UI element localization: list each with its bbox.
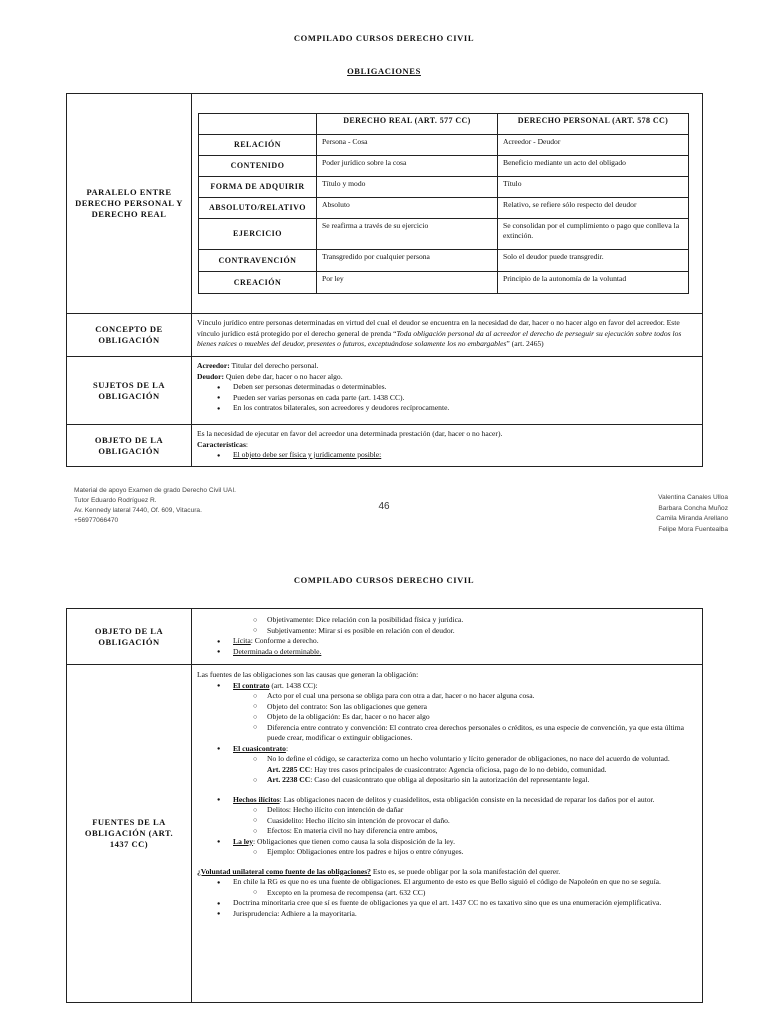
list-item: El objeto debe ser física y jurídicamente posible:	[233, 450, 382, 459]
list-item: ○ Delitos: Hecho ilícito con intención de dañar	[197, 805, 698, 816]
obligaciones-table-continued	[66, 608, 703, 1003]
list-item	[197, 744, 698, 755]
list-item: ● En chile la RG es que no es una fuente de obligaciones. El argumento de esto es que Bello siguió el código de Napoleón en que no se seguía.	[197, 877, 698, 888]
table-row	[199, 156, 689, 177]
paralelo-header-row	[199, 114, 689, 135]
art-2238-term: Art. 2238 CC	[267, 775, 311, 784]
footer-line: Av. Kennedy lateral 7440, Of. 609, Vitacura.	[74, 507, 202, 514]
cuasicontrato-term: El cuasicontrato	[233, 743, 286, 753]
fuentes-intro: Las fuentes de las obligaciones son las causas que generan la obligación:	[197, 670, 419, 679]
determinada-term: Determinada o determinable.	[233, 646, 322, 656]
caracteristicas-term: Características	[197, 439, 246, 449]
row-key: CONTRAVENCIÓN	[199, 250, 317, 272]
cell-real: Persona - Cosa	[317, 135, 498, 156]
list-item: ○ No lo define el código, se caracteriza como un hecho voluntario y lícito generador de obligaciones, no nace del acuerdo de voluntad.	[197, 754, 698, 765]
cell-personal: Relativo, se refiere sólo respecto del deudor	[498, 198, 689, 219]
table-row	[199, 198, 689, 219]
label-sujetos: SUJETOS DE LA OBLIGACIÓN	[67, 357, 192, 424]
row-key: CREACIÓN	[199, 272, 317, 294]
caracteristicas-colon: :	[245, 439, 249, 449]
page-number: 46	[378, 501, 390, 512]
row-key: FORMA DE ADQUIRIR	[199, 177, 317, 198]
row-sujetos	[67, 356, 702, 424]
concepto-definition: Vínculo jurídico entre personas determinadas en virtud del cual el deudor se encuentra en la necesidad de dar, hacer o no hacer algo en favor del acreedor. Este vínculo jurídico está protegido por el derecho general de prenda “	[197, 318, 680, 338]
art-2285-def: : Hay tres casos principales de cuasicontrato: Agencia oficiosa, pago de lo no debido, comunidad.	[310, 764, 607, 774]
list-item: ● Jurisprudencia: Adhiere a la mayoritaria.	[197, 909, 698, 920]
contrato-term: El contrato	[233, 680, 270, 690]
header-real: DERECHO REAL (ART. 577 CC)	[317, 114, 498, 135]
list-item: ○ Objeto de la obligación: Es dar, hacer o no hacer algo	[197, 712, 698, 723]
table-row	[199, 219, 689, 250]
table-row	[199, 135, 689, 156]
cell-real: Absoluto	[317, 198, 498, 219]
hechos-ilicitos-term: Hechos ilícitos	[233, 794, 280, 804]
list-item: ○ Ejemplo: Obligaciones entre los padres e hijos o entre cónyuges.	[197, 847, 698, 858]
header-empty	[199, 114, 317, 135]
label-objeto: OBJETO DE LA OBLIGACIÓN	[67, 609, 192, 664]
cell-real: Poder jurídico sobre la cosa	[317, 156, 498, 177]
list-item: ○ Excepto en la promesa de recompensa (art. 632 CC)	[197, 888, 698, 899]
row-concepto	[67, 313, 702, 356]
acreedor-term: Acreedor:	[197, 361, 230, 370]
footer-line: Material de apoyo Examen de grado Derecho Civil UAI.	[74, 487, 236, 494]
objeto-definition: Es la necesidad de ejecutar en favor del acreedor una determinada prestación (dar, hacer o no hacer).	[197, 429, 503, 438]
concepto-quote: Toda obligación personal da al acreedor el derecho de perseguir su ejecución sobre todos los bienes raíces o muebles del deudor, presentes o futuros, exceptuándose solamente los no embargables	[197, 328, 682, 348]
obligaciones-table	[66, 93, 703, 467]
deudor-def: Quien debe dar, hacer o no hacer algo.	[224, 371, 343, 381]
list-item: ○ Cuasidelito: Hecho ilícito sin intención de provocar el daño.	[197, 816, 698, 827]
la-ley-term: La ley	[233, 836, 254, 846]
section-title: OBLIGACIONES	[347, 66, 421, 76]
list-item: ● Doctrina minoritaria cree que sí es fuente de obligaciones ya que el art. 1437 CC no es taxativo sino que es una enumeración ejemplificativa.	[197, 898, 698, 909]
hechos-ilicitos-def: : Las obligaciones nacen de delitos y cuasidelitos, esta obligación consiste en la necesidad de reparar los daños por el autor.	[279, 794, 655, 804]
label-objeto: OBJETO DE LA OBLIGACIÓN	[67, 425, 192, 466]
footer-right	[656, 493, 728, 535]
list-item: ● Pueden ser varias personas en cada parte (art. 1438 CC).	[197, 393, 698, 404]
page-47	[0, 545, 768, 1024]
label-fuentes: FUENTES DE LA OBLIGACIÓN (ART. 1437 CC)	[67, 665, 192, 1002]
paralelo-table	[198, 113, 689, 294]
sujetos-list	[197, 382, 698, 414]
list-item: ○ Objeto del contrato: Son las obligaciones que genera	[197, 702, 698, 713]
row-key: ABSOLUTO/RELATIVO	[199, 198, 317, 219]
fuentes-text	[197, 665, 698, 919]
cell-personal: Acreedor - Deudor	[498, 135, 689, 156]
cell-real: Transgredido por cualquier persona	[317, 250, 498, 272]
list-item	[197, 795, 698, 806]
cell-real: Se reafirma a través de su ejercicio	[317, 219, 498, 250]
cell-personal: Principio de la autonomía de la voluntad	[498, 272, 689, 294]
document-title: COMPILADO CURSOS DERECHO CIVIL	[293, 575, 475, 585]
header-personal: DERECHO PERSONAL (ART. 578 CC)	[498, 114, 689, 135]
list-item: ● Deben ser personas determinadas o determinables.	[197, 382, 698, 393]
objeto-text	[197, 425, 698, 461]
table-row	[199, 177, 689, 198]
concepto-text	[197, 314, 698, 350]
cuasicontrato-colon: :	[285, 743, 289, 753]
voluntad-unilateral-question: ¿Voluntad unilateral como fuente de las obligaciones?	[197, 866, 371, 876]
list-item	[197, 647, 698, 658]
cell-personal: Se consolidan por el cumplimiento o pago que conlleva la extinción.	[498, 219, 689, 250]
art-2238-def: : Caso del cuasicontrato que obliga al depositario sin la autorización del representante legal.	[310, 775, 590, 784]
voluntad-unilateral-def: Esto es, se puede obligar por la sola manifestación del querer.	[370, 866, 561, 876]
cell-real: Título y modo	[317, 177, 498, 198]
author-name: Barbara Concha Muñoz	[658, 504, 728, 512]
row-key: EJERCICIO	[199, 219, 317, 250]
contrato-def: (art. 1438 CC):	[269, 680, 318, 690]
row-objeto-cont	[67, 609, 702, 664]
author-name: Felipe Mora Fuentealba	[658, 525, 728, 533]
sujetos-text	[197, 357, 698, 414]
deudor-term: Deudor:	[197, 371, 224, 381]
la-ley-def: : Obligaciones que tienen como causa la sola disposición de la ley.	[253, 836, 455, 846]
list-item	[197, 636, 698, 647]
author-name: Valentina Canales Ulloa	[658, 494, 728, 501]
table-row	[199, 250, 689, 272]
footer-line: Tutor Eduardo Rodríguez R.	[74, 497, 157, 504]
document-title: COMPILADO CURSOS DERECHO CIVIL	[293, 33, 475, 43]
acreedor-def: Titular del derecho personal.	[229, 361, 319, 370]
list-item	[197, 681, 698, 692]
list-item: ● En los contratos bilaterales, son acreedores y deudores recíprocamente.	[197, 403, 698, 414]
label-paralelo: PARALELO ENTRE DERECHO PERSONAL Y DERECHO REAL	[67, 94, 192, 313]
row-objeto	[67, 424, 702, 466]
list-item	[197, 765, 698, 776]
footer-line: +56977066470	[74, 517, 119, 524]
objeto-cont-text	[197, 609, 698, 657]
cell-real: Por ley	[317, 272, 498, 294]
row-key: CONTENIDO	[199, 156, 317, 177]
table-row	[199, 272, 689, 294]
list-item	[197, 837, 698, 848]
cell-personal: Título	[498, 177, 689, 198]
licita-def: : Conforme a derecho.	[250, 636, 319, 645]
row-paralelo	[67, 94, 702, 313]
cell-personal: Solo el deudor puede transgredir.	[498, 250, 689, 272]
licita-term: Lícita	[233, 636, 251, 645]
list-item: ○ Subjetivamente: Mirar si es posible en relación con el deudor.	[197, 626, 698, 637]
list-item	[197, 775, 698, 786]
concepto-ref: ” (art. 2465)	[506, 339, 544, 348]
list-item: ○ Acto por el cual una persona se obliga para con otra a dar, hacer o no hacer alguna cosa.	[197, 691, 698, 702]
row-fuentes	[67, 664, 702, 1002]
list-item: ○ Objetivamente: Dice relación con la posibilidad física y jurídica.	[197, 615, 698, 626]
label-concepto: CONCEPTO DE OBLIGACIÓN	[67, 314, 192, 356]
author-name: Camila Miranda Arellano	[656, 515, 728, 522]
list-item: ○ Efectos: En materia civil no hay diferencia entre ambos,	[197, 826, 698, 837]
list-item: ○ Diferencia entre contrato y convención: El contrato crea derechos personales o créditos, es una especie de convención, ya que esta última puede crear, modificar o extinguir obligaciones.	[197, 723, 698, 744]
cell-personal: Beneficio mediante un acto del obligado	[498, 156, 689, 177]
row-key: RELACIÓN	[199, 135, 317, 156]
art-2285-term: Art. 2285 CC	[267, 764, 311, 774]
